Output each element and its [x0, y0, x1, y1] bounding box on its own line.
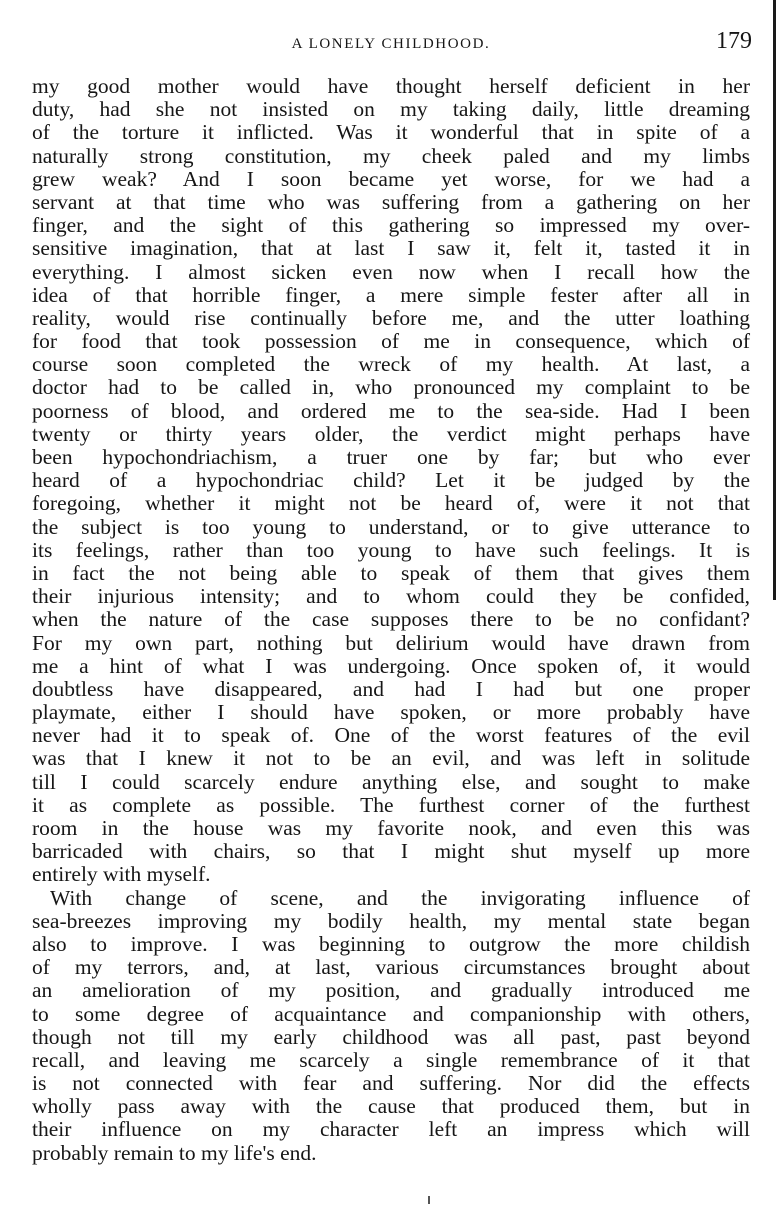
- text-line: been hypochondriachism, a truer one by far; but who ever: [32, 445, 750, 469]
- text-line: wholly pass away with the cause that produced them, but in: [32, 1094, 750, 1119]
- text-line: barricaded with chairs, so that I might shut myself up more: [32, 839, 750, 864]
- text-line: poorness of blood, and ordered me to the sea-side. Had I been: [32, 398, 750, 423]
- text-line: sea-breezes improving my bodily health, my mental state began: [32, 908, 750, 933]
- paragraph-1: [32, 75, 750, 887]
- text-line: probably remain to my life's end.: [32, 1140, 317, 1165]
- text-line: the subject is too young to understand, or to give utterance to: [32, 514, 750, 539]
- running-head: [30, 28, 752, 58]
- text-line: an amelioration of my position, and gradually introduced me: [32, 978, 750, 1003]
- text-line: course soon completed the wreck of my health. At last, a: [32, 352, 750, 377]
- running-title: A LONELY CHILDHOOD.: [291, 36, 491, 52]
- body-text: [32, 75, 750, 1165]
- text-line: everything. I almost sicken even now when I recall how the: [32, 259, 750, 284]
- text-line: for food that took possession of me in consequence, which of: [32, 329, 750, 354]
- text-line: my good mother would have thought herself deficient in her: [32, 74, 750, 98]
- text-line: playmate, either I should have spoken, or more probably have: [32, 700, 750, 725]
- text-line: sensitive imagination, that at last I saw it, felt it, tasted it in: [32, 236, 750, 261]
- text-line: to some degree of acquaintance and companionship with others,: [32, 1001, 750, 1026]
- text-line: of the torture it inflicted. Was it wonderful that in spite of a: [32, 120, 750, 145]
- text-line: servant at that time who was suffering from a gathering on her: [32, 189, 750, 214]
- text-line: is not connected with fear and suffering. Nor did the effects: [32, 1071, 750, 1096]
- text-line: recall, and leaving me scarcely a single remembrance of it that: [32, 1047, 750, 1072]
- text-line: was that I knew it not to be an evil, and was left in solitude: [32, 746, 750, 771]
- text-line: also to improve. I was beginning to outgrow the more childish: [32, 931, 750, 956]
- text-line: reality, would rise continually before me, and the utter loathing: [32, 305, 750, 330]
- text-line: their injurious intensity; and to whom could they be confided,: [32, 584, 750, 609]
- printing-mark: [428, 1196, 430, 1204]
- text-line: in fact the not being able to speak of them that gives them: [32, 560, 750, 585]
- text-line: finger, and the sight of this gathering so impressed my over-: [32, 213, 750, 238]
- text-line: of my terrors, and, at last, various circumstances brought about: [32, 955, 750, 980]
- text-line: foregoing, whether it might not be heard of, were it not that: [32, 491, 750, 516]
- text-line: doubtless have disappeared, and had I had but one proper: [32, 676, 750, 701]
- text-line: For my own part, nothing but delirium would have drawn from: [32, 630, 750, 655]
- text-line: when the nature of the case supposes there to be no confidant?: [32, 607, 750, 632]
- text-line: it as complete as possible. The furthest corner of the furthest: [32, 792, 750, 817]
- paragraph-2: [32, 887, 750, 1165]
- text-line: idea of that horrible finger, a mere simple fester after all in: [32, 282, 750, 307]
- text-line: never had it to speak of. One of the worst features of the evil: [32, 723, 750, 748]
- text-line: its feelings, rather than too young to have such feelings. It is: [32, 537, 750, 562]
- text-line: room in the house was my favorite nook, and even this was: [32, 816, 750, 840]
- text-line: With change of scene, and the invigorating influence of: [50, 885, 750, 910]
- text-line: grew weak? And I soon became yet worse, for we had a: [32, 166, 750, 191]
- text-line: me a hint of what I was undergoing. Once spoken of, it would: [32, 653, 750, 678]
- text-line: heard of a hypochondriac child? Let it be judged by the: [32, 468, 750, 493]
- text-line: entirely with myself.: [32, 862, 211, 887]
- text-line: duty, had she not insisted on my taking daily, little dreaming: [32, 97, 750, 122]
- text-line: till I could scarcely endure anything else, and sought to make: [32, 769, 750, 794]
- text-line: though not till my early childhood was all past, past beyond: [32, 1024, 750, 1049]
- text-line: their influence on my character left an impress which will: [32, 1117, 750, 1142]
- text-line: twenty or thirty years older, the verdict might perhaps have: [32, 421, 750, 446]
- page-number: 179: [716, 28, 752, 54]
- text-line: naturally strong constitution, my cheek paled and my limbs: [32, 143, 750, 168]
- text-line: doctor had to be called in, who pronounced my complaint to be: [32, 375, 750, 400]
